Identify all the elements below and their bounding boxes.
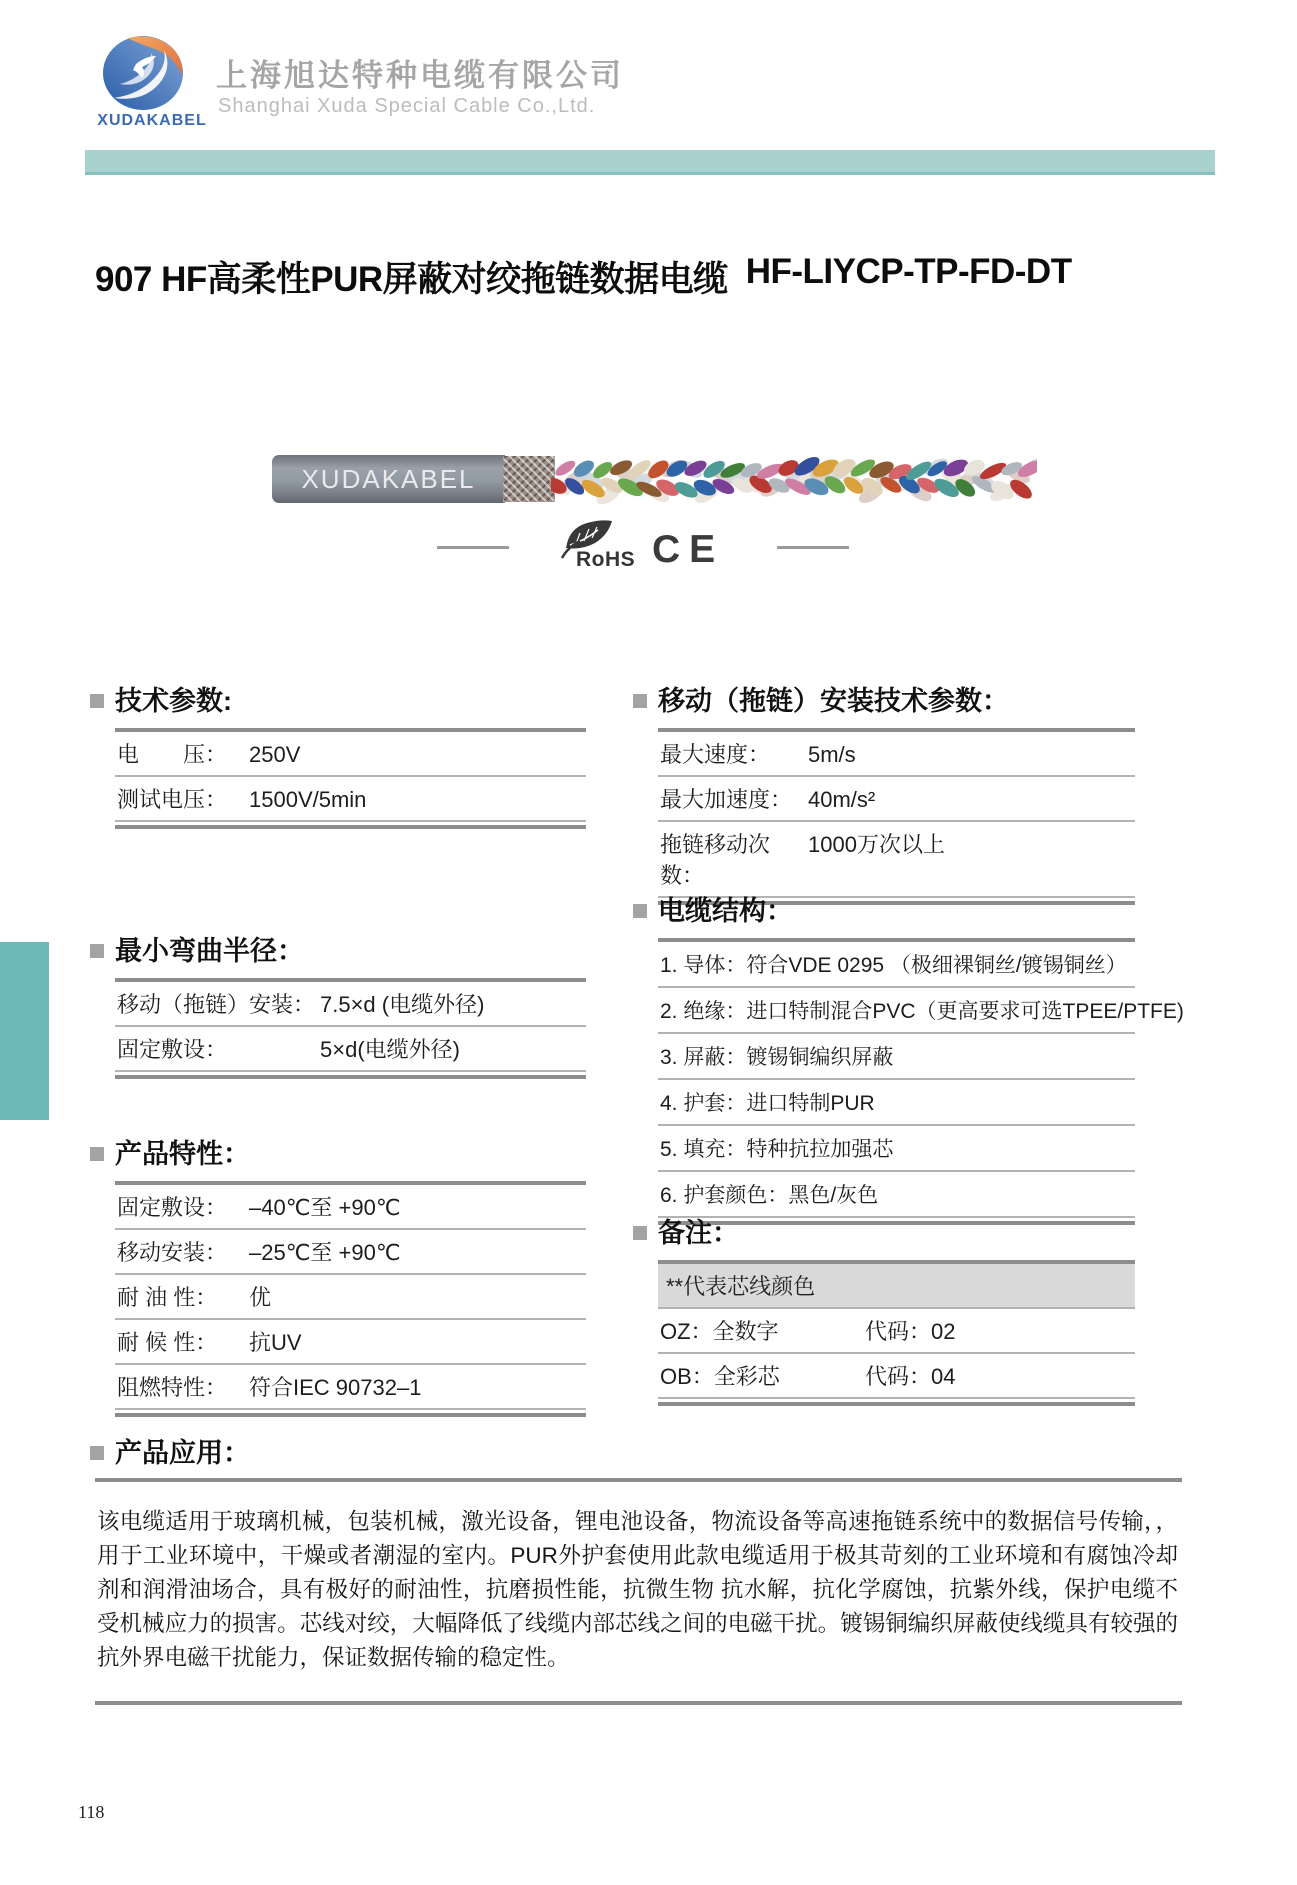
divider-dash-left bbox=[437, 546, 509, 549]
section-heading: 产品应用： bbox=[115, 1438, 250, 1468]
row-label: OB：全彩芯 bbox=[660, 1364, 780, 1389]
row-label: 电 压： bbox=[117, 742, 228, 767]
section-mobile-params bbox=[633, 686, 1135, 905]
table-row bbox=[115, 1365, 586, 1410]
header-accent-bar bbox=[85, 150, 1215, 175]
row-value: –25℃至 +90℃ bbox=[249, 1240, 401, 1265]
cable-jacket bbox=[272, 455, 505, 503]
row-label: OZ：全数字 bbox=[660, 1319, 779, 1344]
row-value: 符合IEC 90732–1 bbox=[249, 1375, 422, 1400]
row-value: –40℃至 +90℃ bbox=[249, 1195, 401, 1220]
table-row: 5. 填充：特种抗拉加强芯 bbox=[658, 1126, 1135, 1172]
table-row bbox=[115, 732, 586, 777]
cable-jacket-print: XUDAKABEL bbox=[301, 463, 476, 494]
bend-radius-table bbox=[115, 978, 586, 1079]
table-row bbox=[115, 982, 586, 1027]
section-product-features bbox=[90, 1139, 586, 1417]
table-row: 3. 屏蔽：镀锡铜编织屏蔽 bbox=[658, 1034, 1135, 1080]
row-label: 耐 候 性： bbox=[117, 1330, 218, 1355]
row-label: 最大速度： bbox=[660, 742, 771, 767]
table-row bbox=[115, 1320, 586, 1365]
table-row bbox=[115, 777, 586, 822]
rohs-logo bbox=[560, 519, 644, 573]
mobile-params-table bbox=[658, 728, 1135, 905]
row-value: 1000万次以上 bbox=[808, 832, 945, 857]
company-name-cn: 上海旭达特种电缆有限公司 bbox=[216, 58, 624, 93]
cable-photo bbox=[272, 452, 1036, 508]
table-row bbox=[658, 732, 1135, 777]
table-row bbox=[658, 1354, 1135, 1399]
section-bullet-icon bbox=[90, 944, 104, 958]
section-heading-row bbox=[633, 896, 1135, 926]
section-heading-row bbox=[633, 1218, 1135, 1248]
section-bullet-icon bbox=[633, 1226, 647, 1240]
section-heading: 产品特性： bbox=[115, 1139, 250, 1169]
row-value: 7.5×d (电缆外径) bbox=[320, 992, 485, 1017]
row-label: 最大加速度： bbox=[660, 787, 793, 812]
table-row bbox=[115, 1027, 586, 1072]
remarks-table bbox=[658, 1260, 1135, 1406]
row-value: 抗UV bbox=[249, 1330, 302, 1355]
product-code: HF-LIYCP-TP-FD-DT bbox=[745, 252, 1072, 291]
row-value: 代码：02 bbox=[865, 1319, 956, 1344]
row-label: 耐 油 性： bbox=[117, 1285, 218, 1310]
page-title bbox=[95, 252, 1210, 302]
row-label: 拖链移动次数： bbox=[660, 832, 771, 888]
rohs-label: RoHS bbox=[576, 548, 636, 571]
section-heading: 技术参数: bbox=[115, 686, 232, 716]
row-label: 移动（拖链）安装： bbox=[117, 992, 316, 1017]
row-value: 250V bbox=[249, 742, 301, 767]
row-label: 阻燃特性： bbox=[117, 1375, 228, 1400]
section-tech-params bbox=[90, 686, 586, 829]
cable-braid-shield bbox=[503, 456, 555, 502]
page-title-main: 907 HF高柔性PUR屏蔽对绞拖链数据电缆 bbox=[95, 260, 728, 299]
section-heading-row bbox=[90, 1139, 586, 1169]
row-label: 固定敷设： bbox=[117, 1037, 228, 1062]
table-row: 6. 护套颜色：黑色/灰色 bbox=[658, 1172, 1135, 1218]
cable-twisted-pairs bbox=[551, 454, 1037, 506]
ce-mark: CE bbox=[652, 528, 725, 571]
section-remarks bbox=[633, 1218, 1135, 1406]
section-application bbox=[90, 1438, 1182, 1705]
company-name-en: Shanghai Xuda Special Cable Co.,Ltd. bbox=[218, 95, 596, 117]
section-heading: 最小弯曲半径： bbox=[115, 936, 304, 966]
product-features-table bbox=[115, 1181, 586, 1417]
divider-dash-right bbox=[777, 546, 849, 549]
table-row bbox=[115, 1185, 586, 1230]
table-row: 2. 绝缘：进口特制混合PVC（更高要求可选TPEE/PTFE) bbox=[658, 988, 1135, 1034]
page-edge-tab bbox=[0, 942, 49, 1120]
remarks-note-header: **代表芯线颜色 bbox=[658, 1264, 1135, 1309]
section-bullet-icon bbox=[90, 1147, 104, 1161]
section-bullet-icon bbox=[90, 694, 104, 708]
section-heading-row bbox=[90, 686, 586, 716]
table-row bbox=[658, 777, 1135, 822]
section-cable-structure bbox=[633, 896, 1184, 1225]
row-value: 40m/s² bbox=[808, 787, 876, 812]
table-row bbox=[658, 822, 1135, 898]
table-row: 4. 护套：进口特制PUR bbox=[658, 1080, 1135, 1126]
section-bullet-icon bbox=[90, 1446, 104, 1460]
row-label: 测试电压： bbox=[117, 787, 228, 812]
row-label: 移动安装： bbox=[117, 1240, 228, 1265]
row-value: 优 bbox=[249, 1285, 272, 1310]
page-number: 118 bbox=[78, 1802, 105, 1822]
logo-wordmark: XUDAKABEL bbox=[97, 112, 207, 129]
table-row bbox=[658, 1309, 1135, 1354]
row-value: 1500V/5min bbox=[249, 787, 367, 812]
cable-structure-table bbox=[658, 938, 1184, 1225]
table-row bbox=[115, 1275, 586, 1320]
section-heading: 移动（拖链）安装技术参数： bbox=[658, 686, 1009, 716]
tech-params-table bbox=[115, 728, 586, 829]
row-label: 固定敷设： bbox=[117, 1195, 228, 1220]
section-bullet-icon bbox=[633, 904, 647, 918]
application-table bbox=[95, 1478, 1182, 1705]
application-body-text: 该电缆适用于玻璃机械，包装机械，激光设备，锂电池设备，物流设备等高速拖链系统中的数据信号传输，，用于工业环境中，干燥或者潮湿的室内。PUR外护套使用此款电缆适用于极其苛刻的工业环境和有腐蚀冷却剂和润滑油场合，具有极好的耐油性，抗磨损性能，抗微生物 抗水解，抗化学腐蚀，抗紫外线，保护电缆不受机械应力的损害。芯线对绞，大幅降低了线缆内部芯线之间的电磁干扰。镀锡铜编织屏蔽使线缆具有较强的抗外界电磁干扰能力，保证数据传输的稳定性。 bbox=[95, 1482, 1182, 1705]
section-heading-row bbox=[90, 936, 586, 966]
row-value: 5×d(电缆外径) bbox=[320, 1037, 460, 1062]
section-bend-radius bbox=[90, 936, 586, 1079]
table-row: 1. 导体：符合VDE 0295 （极细裸铜丝/镀锡铜丝） bbox=[658, 942, 1135, 988]
section-bullet-icon bbox=[633, 694, 647, 708]
section-heading: 电缆结构： bbox=[658, 896, 793, 926]
section-heading-row bbox=[633, 686, 1135, 716]
table-row bbox=[115, 1230, 586, 1275]
row-value: 代码：04 bbox=[865, 1364, 956, 1389]
section-heading: 备注： bbox=[658, 1218, 739, 1248]
row-value: 5m/s bbox=[808, 742, 856, 767]
section-heading-row bbox=[90, 1438, 1182, 1468]
company-globe-logo-icon bbox=[100, 34, 186, 112]
